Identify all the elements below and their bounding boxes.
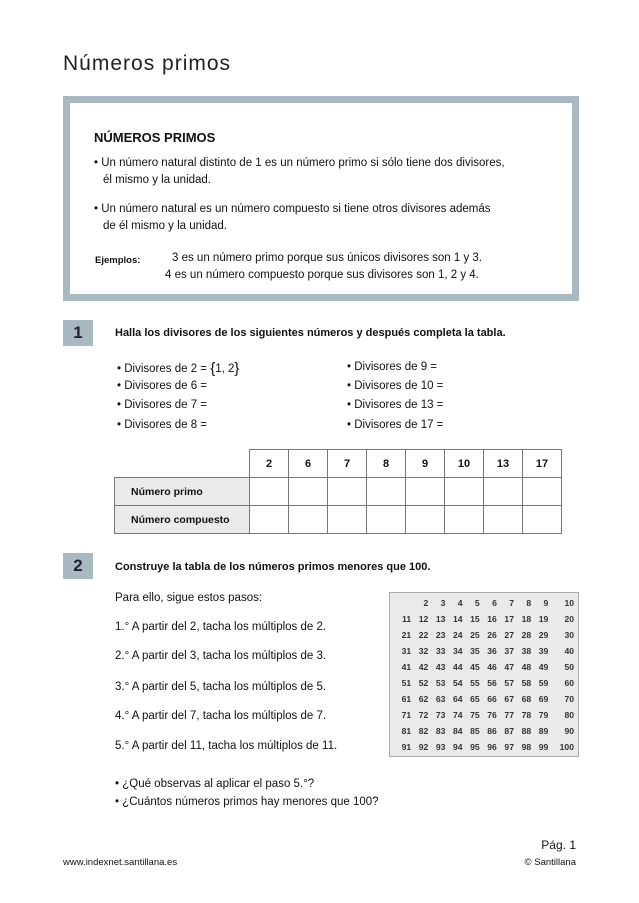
grid-number[interactable]: 62: [418, 694, 429, 704]
answer-cell[interactable]: [523, 478, 562, 506]
grid-number[interactable]: 36: [487, 646, 497, 656]
step-item: 5.° A partir del 11, tacha los múltiplos de 11.: [115, 740, 338, 752]
grid-number[interactable]: 87: [504, 726, 514, 736]
grid-number[interactable]: 75: [470, 710, 480, 720]
grid-number[interactable]: 10: [564, 598, 574, 608]
step-item: 2.° A partir del 3, tacha los múltiplos de 3.: [115, 650, 327, 662]
grid-number[interactable]: 71: [401, 710, 412, 720]
answer-cell[interactable]: [484, 478, 523, 506]
answer-cell[interactable]: [328, 506, 367, 534]
grid-number[interactable]: 7: [509, 598, 514, 608]
grid-number[interactable]: 56: [487, 678, 497, 688]
grid-number[interactable]: 29: [538, 630, 549, 640]
grid-number[interactable]: 47: [504, 662, 514, 672]
grid-row: [394, 627, 574, 643]
definition-box-inner: [70, 103, 572, 294]
grid-number[interactable]: 41: [401, 662, 412, 672]
step-item: 1.° A partir del 2, tacha los múltiplos de 2.: [115, 621, 327, 633]
grid-number[interactable]: 88: [521, 726, 532, 736]
definition-box: [63, 96, 579, 301]
grid-number[interactable]: 24: [453, 630, 463, 640]
grid-number[interactable]: 60: [564, 678, 574, 688]
grid-number[interactable]: 49: [538, 662, 549, 672]
grid-number[interactable]: 89: [538, 726, 549, 736]
table-row: [115, 478, 562, 506]
grid-number[interactable]: 99: [538, 742, 549, 752]
grid-number[interactable]: 37: [504, 646, 514, 656]
grid-number[interactable]: 59: [538, 678, 549, 688]
prime-definition-line2: él mismo y la unidad.: [103, 174, 212, 186]
grid-number[interactable]: 98: [521, 742, 532, 752]
example-prime: 3 es un número primo porque sus únicos divisores son 1 y 3.: [172, 252, 483, 264]
divisors-label: • Divisores de 2 =: [117, 363, 207, 375]
row-label-composite: Número compuesto: [115, 506, 250, 534]
table-header-cell: 6: [289, 450, 328, 478]
grid-number[interactable]: 93: [435, 742, 446, 752]
exercise-1-instruction: Halla los divisores de los siguientes números y después completa la tabla.: [115, 327, 506, 339]
grid-row: [394, 675, 574, 691]
grid-number[interactable]: 63: [435, 694, 446, 704]
page-number: Pág. 1: [541, 838, 576, 852]
table-row: [115, 506, 562, 534]
grid-number[interactable]: 95: [470, 742, 480, 752]
grid-number[interactable]: 2: [423, 598, 429, 608]
composite-definition-line2: de él mismo y la unidad.: [103, 220, 228, 232]
grid-number[interactable]: 50: [564, 662, 574, 672]
grid-number[interactable]: 96: [487, 742, 497, 752]
grid-number[interactable]: 25: [470, 630, 480, 640]
divisors-answer: 1, 2: [215, 363, 235, 375]
grid-number[interactable]: 9: [543, 598, 549, 608]
grid-number[interactable]: 85: [470, 726, 480, 736]
divisors-item: • Divisores de 13 =: [347, 399, 444, 411]
answer-cell[interactable]: [484, 506, 523, 534]
answer-cell[interactable]: [406, 478, 445, 506]
grid-number[interactable]: 91: [401, 742, 412, 752]
grid-number[interactable]: 82: [418, 726, 429, 736]
exercise-2-instruction: Construye la tabla de los números primos menores que 100.: [115, 561, 431, 573]
divisors-item: • Divisores de 9 =: [347, 361, 437, 373]
grid-number[interactable]: 11: [402, 614, 412, 624]
grid-number[interactable]: 27: [504, 630, 514, 640]
grid-number[interactable]: 84: [453, 726, 463, 736]
grid-number[interactable]: 13: [435, 614, 446, 624]
grid-number[interactable]: 26: [487, 630, 497, 640]
grid-number[interactable]: 40: [564, 646, 574, 656]
prime-definition-line1: • Un número natural distinto de 1 es un número primo si sólo tiene dos divisores,: [94, 157, 505, 169]
examples-label: Ejemplos:: [95, 255, 141, 266]
grid-row: [394, 595, 574, 611]
grid-number[interactable]: 28: [521, 630, 532, 640]
grid-number[interactable]: 54: [453, 678, 463, 688]
divisors-item: • Divisores de 8 =: [117, 419, 207, 431]
grid-number[interactable]: 76: [487, 710, 497, 720]
grid-number[interactable]: 18: [521, 614, 532, 624]
grid-number[interactable]: 74: [453, 710, 463, 720]
divisors-item: • Divisores de 17 =: [347, 419, 444, 431]
grid-number[interactable]: 72: [418, 710, 429, 720]
table-corner: [115, 450, 250, 478]
grid-number[interactable]: 51: [401, 678, 412, 688]
grid-number[interactable]: 32: [418, 646, 429, 656]
grid-number[interactable]: 33: [435, 646, 446, 656]
grid-number[interactable]: 81: [401, 726, 412, 736]
answer-cell[interactable]: [367, 506, 406, 534]
grid-row: [394, 707, 574, 723]
composite-definition-line1: • Un número natural es un número compuesto si tiene otros divisores además: [94, 203, 491, 215]
grid-number[interactable]: 66: [487, 694, 497, 704]
grid-number[interactable]: 90: [564, 726, 574, 736]
answer-cell[interactable]: [328, 478, 367, 506]
answer-cell[interactable]: [250, 506, 289, 534]
table-header-cell: 10: [445, 450, 484, 478]
divisors-item: [117, 360, 239, 377]
grid-number[interactable]: 70: [564, 694, 574, 704]
grid-number[interactable]: 97: [504, 742, 514, 752]
grid-number[interactable]: 57: [504, 678, 514, 688]
grid-number[interactable]: 4: [457, 598, 463, 608]
grid-number[interactable]: 19: [538, 614, 549, 624]
grid-number[interactable]: 83: [435, 726, 446, 736]
grid-number[interactable]: 3: [440, 598, 446, 608]
grid-number[interactable]: 5: [474, 598, 480, 608]
grid-number[interactable]: 77: [504, 710, 514, 720]
grid-number[interactable]: 20: [564, 614, 574, 624]
grid-row: [394, 723, 574, 739]
footer-copyright: © Santillana: [524, 857, 576, 868]
grid-row: [394, 739, 574, 755]
answer-cell[interactable]: [367, 478, 406, 506]
table-header-cell: 9: [406, 450, 445, 478]
grid-number[interactable]: 31: [401, 646, 412, 656]
grid-row: [394, 611, 574, 627]
grid-number[interactable]: 68: [521, 694, 532, 704]
grid-number[interactable]: 73: [435, 710, 446, 720]
divisors-item: • Divisores de 6 =: [117, 380, 207, 392]
classification-table: [114, 449, 562, 534]
grid-number[interactable]: 46: [487, 662, 497, 672]
steps-intro: Para ello, sigue estos pasos:: [115, 592, 263, 604]
answer-cell[interactable]: [445, 478, 484, 506]
grid-number[interactable]: 78: [521, 710, 532, 720]
grid-number[interactable]: 42: [418, 662, 429, 672]
grid-number[interactable]: 61: [401, 694, 412, 704]
grid-number[interactable]: 45: [470, 662, 480, 672]
grid-number[interactable]: 53: [435, 678, 446, 688]
grid-number[interactable]: 23: [435, 630, 446, 640]
page-title: Números primos: [63, 52, 232, 75]
grid-number[interactable]: 52: [418, 678, 429, 688]
grid-number[interactable]: 92: [418, 742, 429, 752]
grid-number[interactable]: 14: [453, 614, 463, 624]
grid-number[interactable]: 86: [487, 726, 497, 736]
step-item: 4.° A partir del 7, tacha los múltiplos de 7.: [115, 710, 327, 722]
grid-number[interactable]: 64: [453, 694, 463, 704]
grid-number[interactable]: 12: [418, 614, 429, 624]
grid-number[interactable]: 67: [504, 694, 514, 704]
grid-number[interactable]: 30: [564, 630, 574, 640]
table-header-cell: 13: [484, 450, 523, 478]
grid-number[interactable]: 94: [453, 742, 463, 752]
grid-number[interactable]: 80: [564, 710, 574, 720]
grid-number[interactable]: 44: [453, 662, 463, 672]
grid-number[interactable]: 58: [521, 678, 532, 688]
grid-number[interactable]: 16: [487, 614, 497, 624]
table-header-cell: 8: [367, 450, 406, 478]
table-header-cell: 2: [250, 450, 289, 478]
grid-number[interactable]: 65: [470, 694, 480, 704]
grid-number[interactable]: 17: [504, 614, 514, 624]
brace-close-icon: }: [234, 360, 240, 377]
grid-number[interactable]: 79: [538, 710, 549, 720]
question-item: • ¿Qué observas al aplicar el paso 5.°?: [115, 778, 315, 790]
divisors-item: • Divisores de 10 =: [347, 380, 444, 392]
grid-number[interactable]: 39: [538, 646, 549, 656]
answer-cell[interactable]: [289, 478, 328, 506]
answer-cell[interactable]: [250, 478, 289, 506]
grid-number[interactable]: 69: [538, 694, 549, 704]
exercise-1-badge: 1: [63, 320, 93, 346]
grid-number[interactable]: 6: [492, 598, 497, 608]
grid-row: [394, 691, 574, 707]
grid-number[interactable]: 100: [559, 742, 574, 752]
grid-row: [394, 659, 574, 675]
grid-number[interactable]: 22: [418, 630, 429, 640]
grid-row: [394, 643, 574, 659]
grid-number[interactable]: 15: [470, 614, 480, 624]
definition-heading: NÚMEROS PRIMOS: [94, 130, 216, 145]
grid-number[interactable]: 35: [470, 646, 480, 656]
answer-cell[interactable]: [445, 506, 484, 534]
row-label-prime: Número primo: [115, 478, 250, 506]
grid-number[interactable]: 34: [453, 646, 463, 656]
grid-number[interactable]: 55: [470, 678, 480, 688]
brace-open-icon: {: [210, 360, 216, 377]
answer-cell[interactable]: [523, 506, 562, 534]
question-item: • ¿Cuántos números primos hay menores que 100?: [115, 796, 379, 808]
grid-number: [394, 595, 411, 611]
exercise-2-badge: 2: [63, 553, 93, 579]
step-item: 3.° A partir del 5, tacha los múltiplos de 5.: [115, 681, 327, 693]
grid-number[interactable]: 8: [526, 598, 532, 608]
example-composite: 4 es un número compuesto porque sus divisores son 1, 2 y 4.: [165, 269, 479, 281]
table-header-cell: 17: [523, 450, 562, 478]
grid-number[interactable]: 43: [435, 662, 446, 672]
grid-number[interactable]: 48: [521, 662, 532, 672]
table-header-cell: 7: [328, 450, 367, 478]
divisors-item: • Divisores de 7 =: [117, 399, 207, 411]
table-header-row: [115, 450, 562, 478]
number-grid-table: [394, 595, 574, 755]
footer-url: www.indexnet.santillana.es: [63, 857, 178, 868]
number-grid: [389, 592, 579, 757]
grid-number[interactable]: 38: [521, 646, 532, 656]
answer-cell[interactable]: [289, 506, 328, 534]
grid-number[interactable]: 21: [401, 630, 412, 640]
answer-cell[interactable]: [406, 506, 445, 534]
